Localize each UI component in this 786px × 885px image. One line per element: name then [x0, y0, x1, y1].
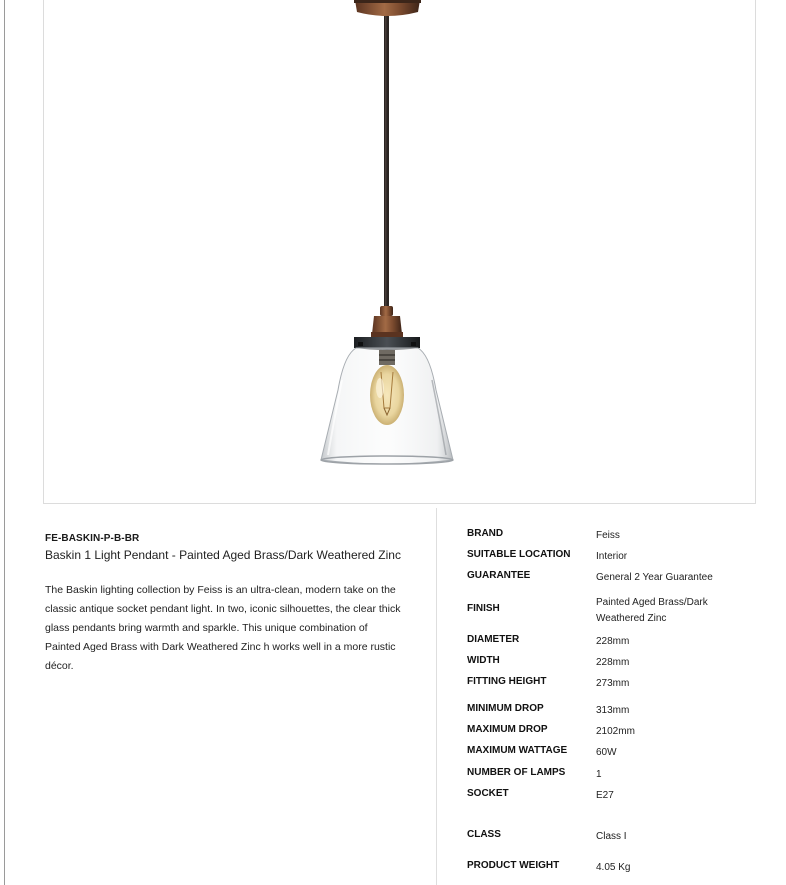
spec-row-brand — [467, 528, 767, 544]
spec-value: 273mm — [596, 678, 630, 689]
spec-label: PRODUCT WEIGHT — [467, 860, 560, 871]
spec-value: Interior — [596, 551, 628, 562]
spec-label: MAXIMUM DROP — [467, 724, 548, 735]
spec-value: 2102mm — [596, 726, 635, 737]
spec-row-minimum-drop — [467, 703, 767, 719]
spec-label: FINISH — [467, 603, 500, 614]
pendant-light-image — [44, 0, 757, 504]
spec-value: 60W — [596, 747, 617, 758]
spec-value: E27 — [596, 790, 614, 801]
page-left-border — [4, 0, 5, 885]
spec-row-width — [467, 655, 767, 671]
spec-row-maximum-drop — [467, 724, 767, 740]
spec-row-product-weight — [467, 860, 767, 876]
spec-label: SOCKET — [467, 788, 509, 799]
spec-value: 1 — [596, 769, 602, 780]
spec-row-class — [467, 829, 767, 845]
spec-row-diameter — [467, 634, 767, 650]
spec-label: DIAMETER — [467, 634, 520, 645]
spec-row-socket — [467, 788, 767, 804]
spec-value: Feiss — [596, 530, 620, 541]
spec-value: Class I — [596, 831, 627, 842]
column-divider — [436, 508, 437, 885]
spec-row-fitting-height — [467, 676, 767, 692]
spec-value: 313mm — [596, 705, 630, 716]
spec-value: 4.05 Kg — [596, 862, 631, 873]
product-description: The Baskin lighting collection by Feiss is an ultra-clean, modern take on the classic antique socket pendant light. In two, iconic silhouettes, the clear thick glass pendants bring warmth and sparkle. This unique combination of Painted Aged Brass with Dark Weathered Zinc h works well in a more rustic décor. — [45, 584, 401, 672]
spec-label: FITTING HEIGHT — [467, 676, 547, 687]
spec-row-number-of-lamps — [467, 767, 767, 783]
product-title: Baskin 1 Light Pendant - Painted Aged Brass/Dark Weathered Zinc — [45, 548, 401, 562]
spec-value: 228mm — [596, 636, 630, 647]
spec-row-finish — [467, 595, 767, 627]
spec-value: 228mm — [596, 657, 630, 668]
product-sku: FE-BASKIN-P-B-BR — [45, 533, 140, 544]
spec-label: CLASS — [467, 829, 501, 840]
spec-value: Painted Aged Brass/Dark Weathered Zinc — [596, 597, 708, 624]
spec-label: MINIMUM DROP — [467, 703, 544, 714]
spec-row-guarantee — [467, 570, 767, 586]
spec-label: WIDTH — [467, 655, 500, 666]
spec-label: BRAND — [467, 528, 504, 539]
spec-label: GUARANTEE — [467, 570, 531, 581]
spec-label: NUMBER OF LAMPS — [467, 767, 566, 778]
spec-value: General 2 Year Guarantee — [596, 572, 713, 583]
spec-row-maximum-wattage — [467, 745, 767, 761]
spec-row-suitable-location — [467, 549, 767, 565]
spec-label: MAXIMUM WATTAGE — [467, 745, 568, 756]
spec-label: SUITABLE LOCATION — [467, 549, 571, 560]
product-image-frame — [43, 0, 756, 504]
